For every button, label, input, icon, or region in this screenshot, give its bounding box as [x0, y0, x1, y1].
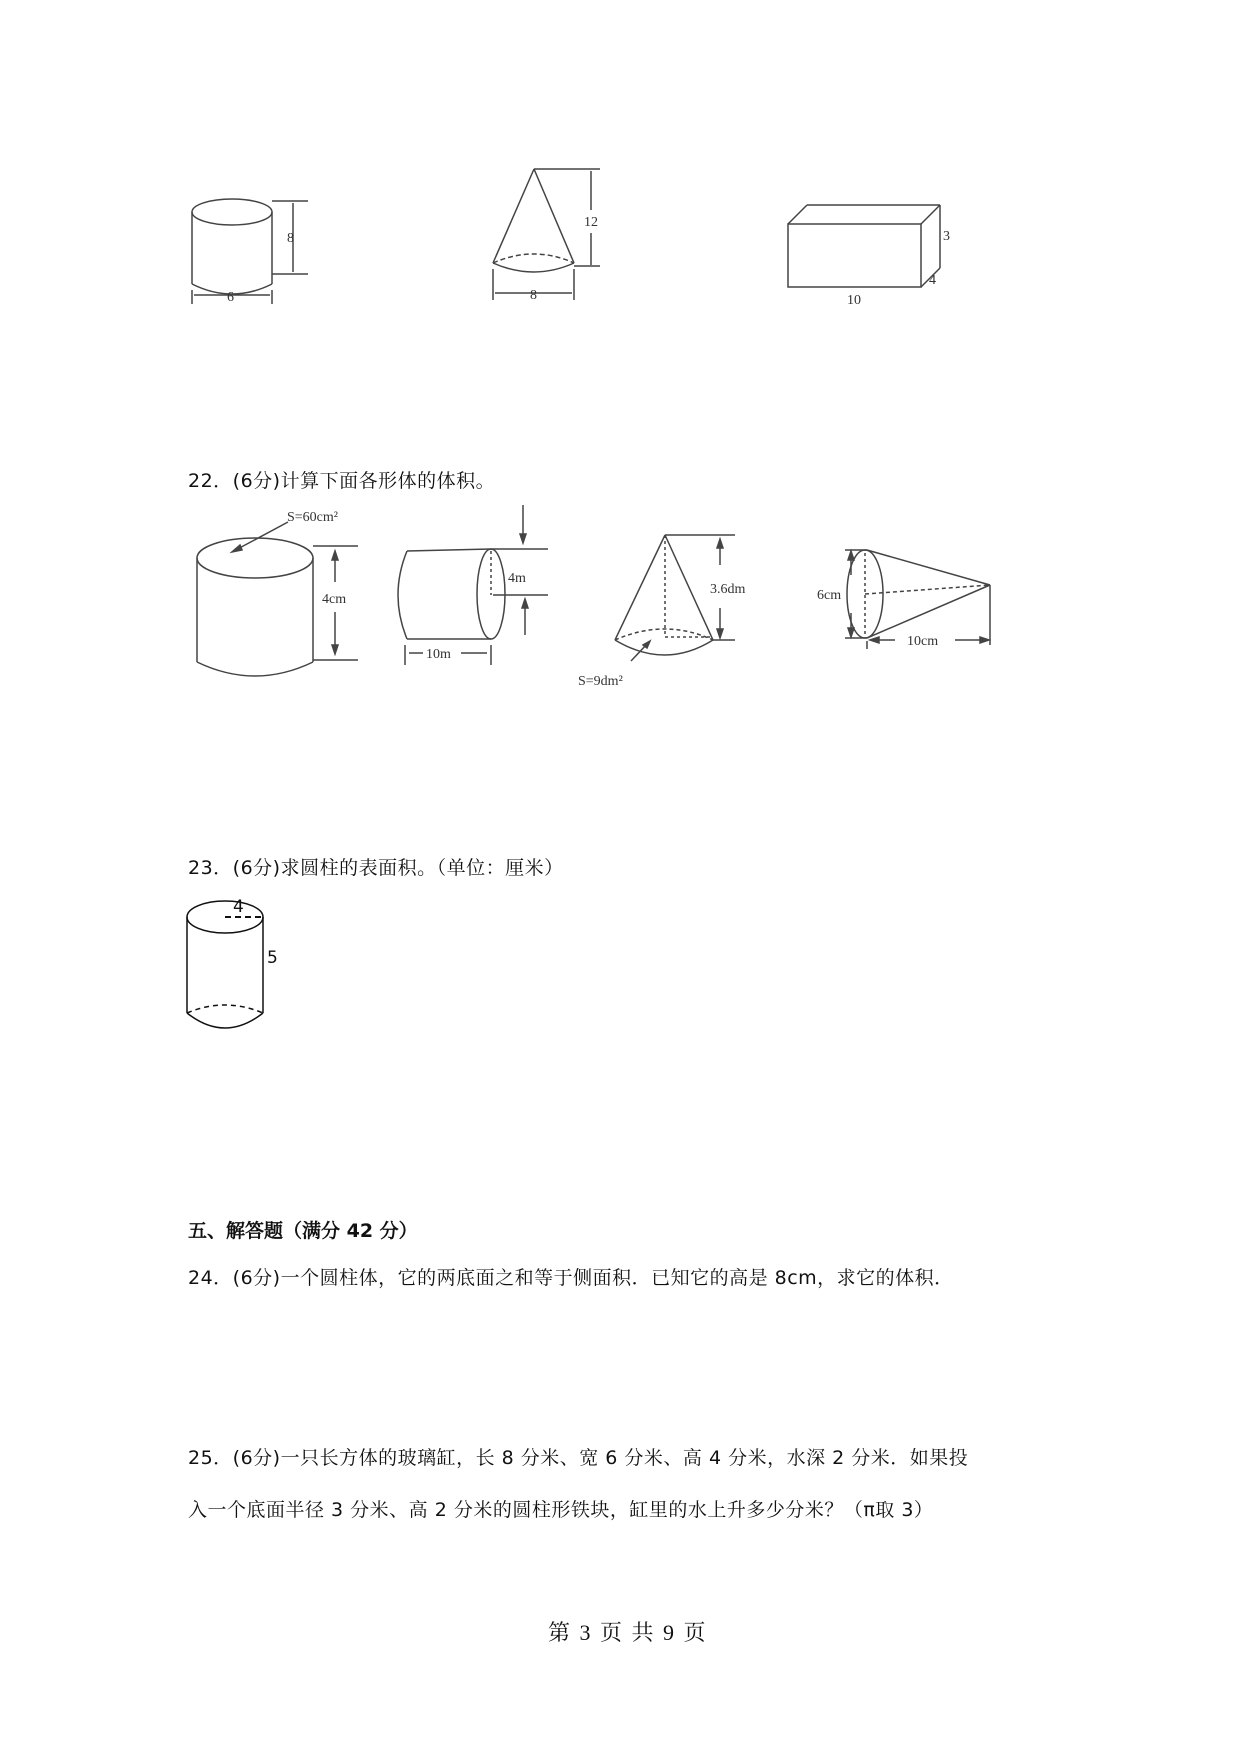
cuboid-height-label: 3	[943, 229, 950, 244]
cone-length-10cm-label: 10cm	[907, 634, 939, 649]
cuboid-length-label: 10	[847, 293, 861, 308]
figure-horizontal-cylinder	[393, 505, 568, 670]
cuboid-width-label: 4	[929, 273, 936, 288]
cone-diameter-6cm-label: 6cm	[817, 588, 842, 603]
figure-cone-12x8	[490, 165, 630, 310]
question-22: 22．(6分)计算下面各形体的体积。	[188, 470, 496, 492]
cone-base-area-label: S=9dm²	[578, 674, 623, 689]
cylinder-area-label: S=60cm²	[287, 510, 338, 525]
section-5-title: 五、解答题（满分 42 分）	[188, 1220, 418, 1242]
cylinder-height-label: 8	[287, 231, 294, 246]
figure-lying-cone	[815, 545, 1000, 655]
cone-diameter-label: 8	[530, 288, 537, 303]
figure-cylinder-area60	[195, 510, 375, 685]
cone-height-3-6dm-label: 3.6dm	[710, 582, 746, 597]
page-footer: 第 3 页 共 9 页	[548, 1620, 708, 1645]
cylinder-surface-diagram	[185, 895, 305, 1035]
question-23: 23．(6分)求圆柱的表面积。（单位：厘米）	[188, 857, 564, 879]
cylinder-diagram	[190, 180, 320, 310]
cylinder-area-diagram	[195, 510, 375, 685]
figure-cuboid-10x4x3	[785, 200, 965, 310]
figure-cylinder-8x6	[190, 180, 320, 310]
cone-area-diagram	[575, 530, 765, 695]
cylinder-diameter-4m-label: 4m	[508, 571, 526, 586]
figure-cylinder-r4-h5	[185, 895, 305, 1035]
figure-cone-area9	[575, 530, 765, 695]
cylinder-diameter-label: 6	[227, 290, 234, 305]
cone-diagram	[490, 165, 630, 310]
cone-height-label: 12	[584, 215, 598, 230]
cylinder-height-4cm-label: 4cm	[322, 592, 347, 607]
cylinder-length-10m-label: 10m	[426, 647, 451, 662]
cylinder-radius-label: 4	[233, 897, 244, 917]
question-24: 24．(6分)一个圆柱体，它的两底面之和等于侧面积．已知它的高是 8cm，求它的体积．	[188, 1267, 954, 1289]
question-25-line2: 入一个底面半径 3 分米、高 2 分米的圆柱形铁块，缸里的水上升多少分米？（π取 3）	[188, 1499, 934, 1521]
cylinder-height-label-5: 5	[267, 948, 278, 968]
lying-cone-diagram	[815, 545, 1000, 655]
cuboid-diagram	[785, 200, 965, 310]
horizontal-cylinder-diagram	[393, 505, 568, 670]
question-25-line1: 25．(6分)一只长方体的玻璃缸，长 8 分米、宽 6 分米、高 4 分米，水深 2 分米．如果投	[188, 1447, 969, 1469]
